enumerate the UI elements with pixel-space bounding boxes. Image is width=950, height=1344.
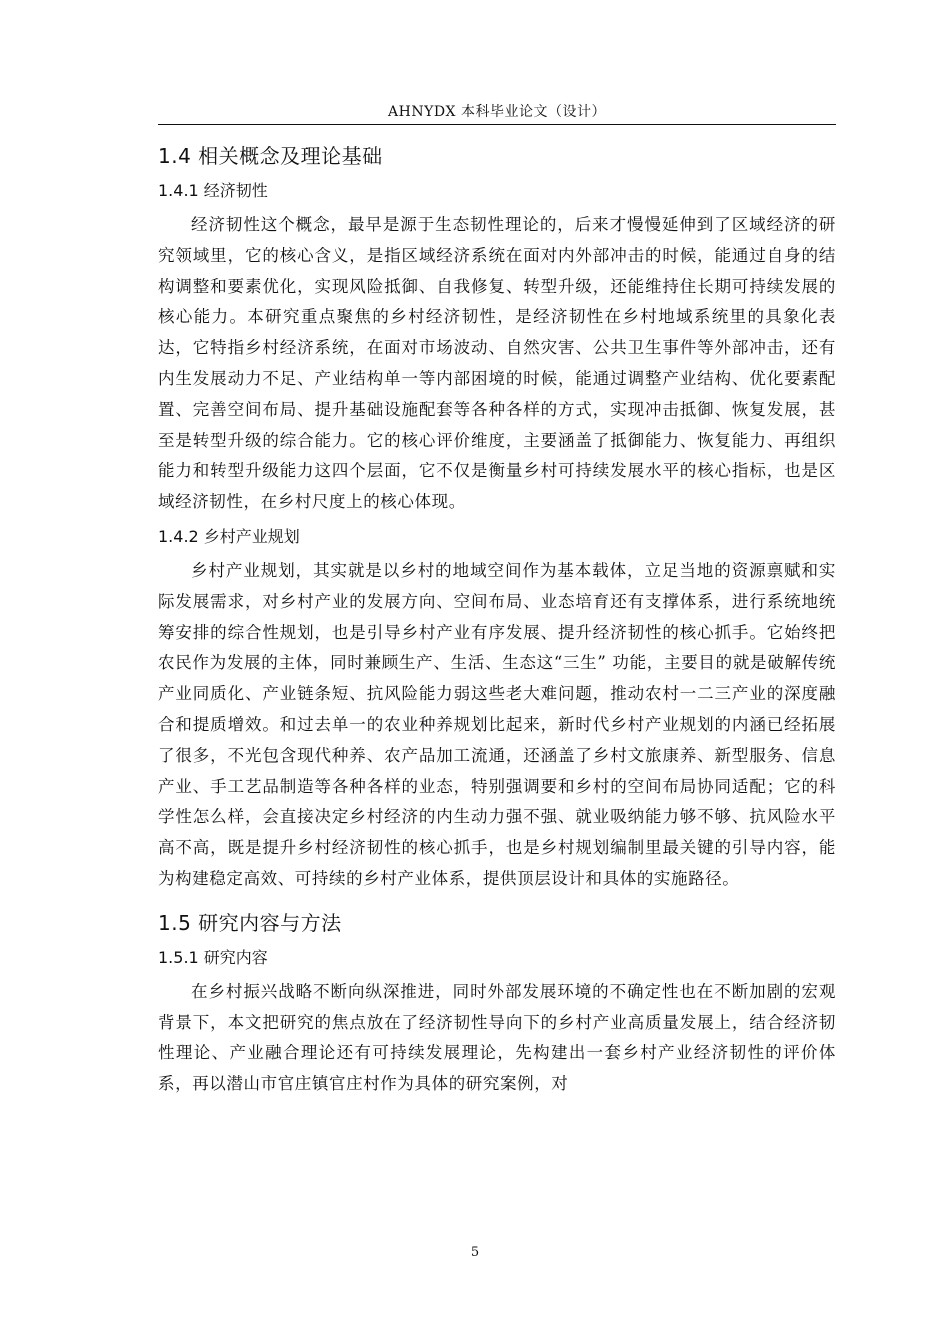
subsection-title-1-4-1: 1.4.1 经济韧性	[158, 181, 268, 200]
running-header: AHNYDX 本科毕业论文（设计）	[388, 104, 606, 120]
subsection-title-1-4-2: 1.4.2 乡村产业规划	[158, 526, 300, 546]
subsection-title-1-5-1: 1.5.1 研究内容	[158, 947, 268, 967]
page-number: 5	[470, 1245, 480, 1260]
section-title-1-5: 1.5 研究内容与方法	[158, 910, 342, 935]
paragraph-economic-resilience: 经济韧性这个概念，最早是源于生态韧性理论的，后来才慢慢延伸到了区域经济的研究领域里，它的核心含义，是指区域经济系统在面对内外部冲击的时候，能通过自身的结构调整和要素优化，实现风险抵御、自我修复、转型升级，还能维持住长期可持续发展的核心能力。本研究重点聚焦的乡村经济韧性，是经济韧性在乡村地域系统里的具象化表达，它特指乡村经济系统，在面对市场波动、自然灾害、公共卫生事件等外部冲击，还有内生发展动力不足、产业结构单一等内部困境的时候，能通过调整产业结构、优化要素配置、完善空间布局、提升基础设施配套等各种各样的方式，实现冲击抵御、恢复发展，甚至是转型升级的综合能力。它的核心评价维度，主要涵盖了抵御能力、恢复能力、再组织能力和转型升级能力这四个层面，它不仅是衡量乡村可持续发展水平的核心指标，也是区域经济韧性，在乡村尺度上的核心体现。	[158, 215, 836, 512]
paragraph-research-content: 在乡村振兴战略不断向纵深推进，同时外部发展环境的不确定性也在不断加剧的宏观背景下，本文把研究的焦点放在了经济韧性导向下的乡村产业高质量发展上，结合经济韧性理论、产业融合理论还有可持续发展理论，先构建出一套乡村产业经济韧性的评价体系，再以潜山市官庄镇官庄村作为具体的研究案例，对	[158, 981, 836, 1094]
paragraph-rural-industry-planning: 乡村产业规划，其实就是以乡村的地域空间作为基本载体，立足当地的资源禀赋和实际发展需求，对乡村产业的发展方向、空间布局、业态培育还有支撑体系，进行系统地统筹安排的综合性规划，也是引导乡村产业有序发展、提升经济韧性的核心抓手。它始终把农民作为发展的主体，同时兼顾生产、生活、生态这“三生” 功能，主要目的就是破解传统产业同质化、产业链条短、抗风险能力弱这些老大难问题，推动农村一二三产业的深度融合和提质增效。和过去单一的农业种养规划比起来，新时代乡村产业规划的内涵已经拓展了很多，不光包含现代种养、农产品加工流通，还涵盖了乡村文旅康养、新型服务、信息产业、手工艺品制造等各种各样的业态，特别强调要和乡村的空间布局协同适配；它的科学性怎么样，会直接决定乡村经济的内生动力强不强、就业吸纳能力够不够、抗风险水平高不高，既是提升乡村经济韧性的核心抓手，也是乡村规划编制里最关键的引导内容，能为构建稳定高效、可持续的乡村产业体系，提供顶层设计和具体的实施路径。	[158, 560, 836, 888]
header-rule	[158, 124, 836, 125]
section-title-1-4: 1.4 相关概念及理论基础	[158, 144, 383, 168]
page-content	[158, 138, 836, 1100]
